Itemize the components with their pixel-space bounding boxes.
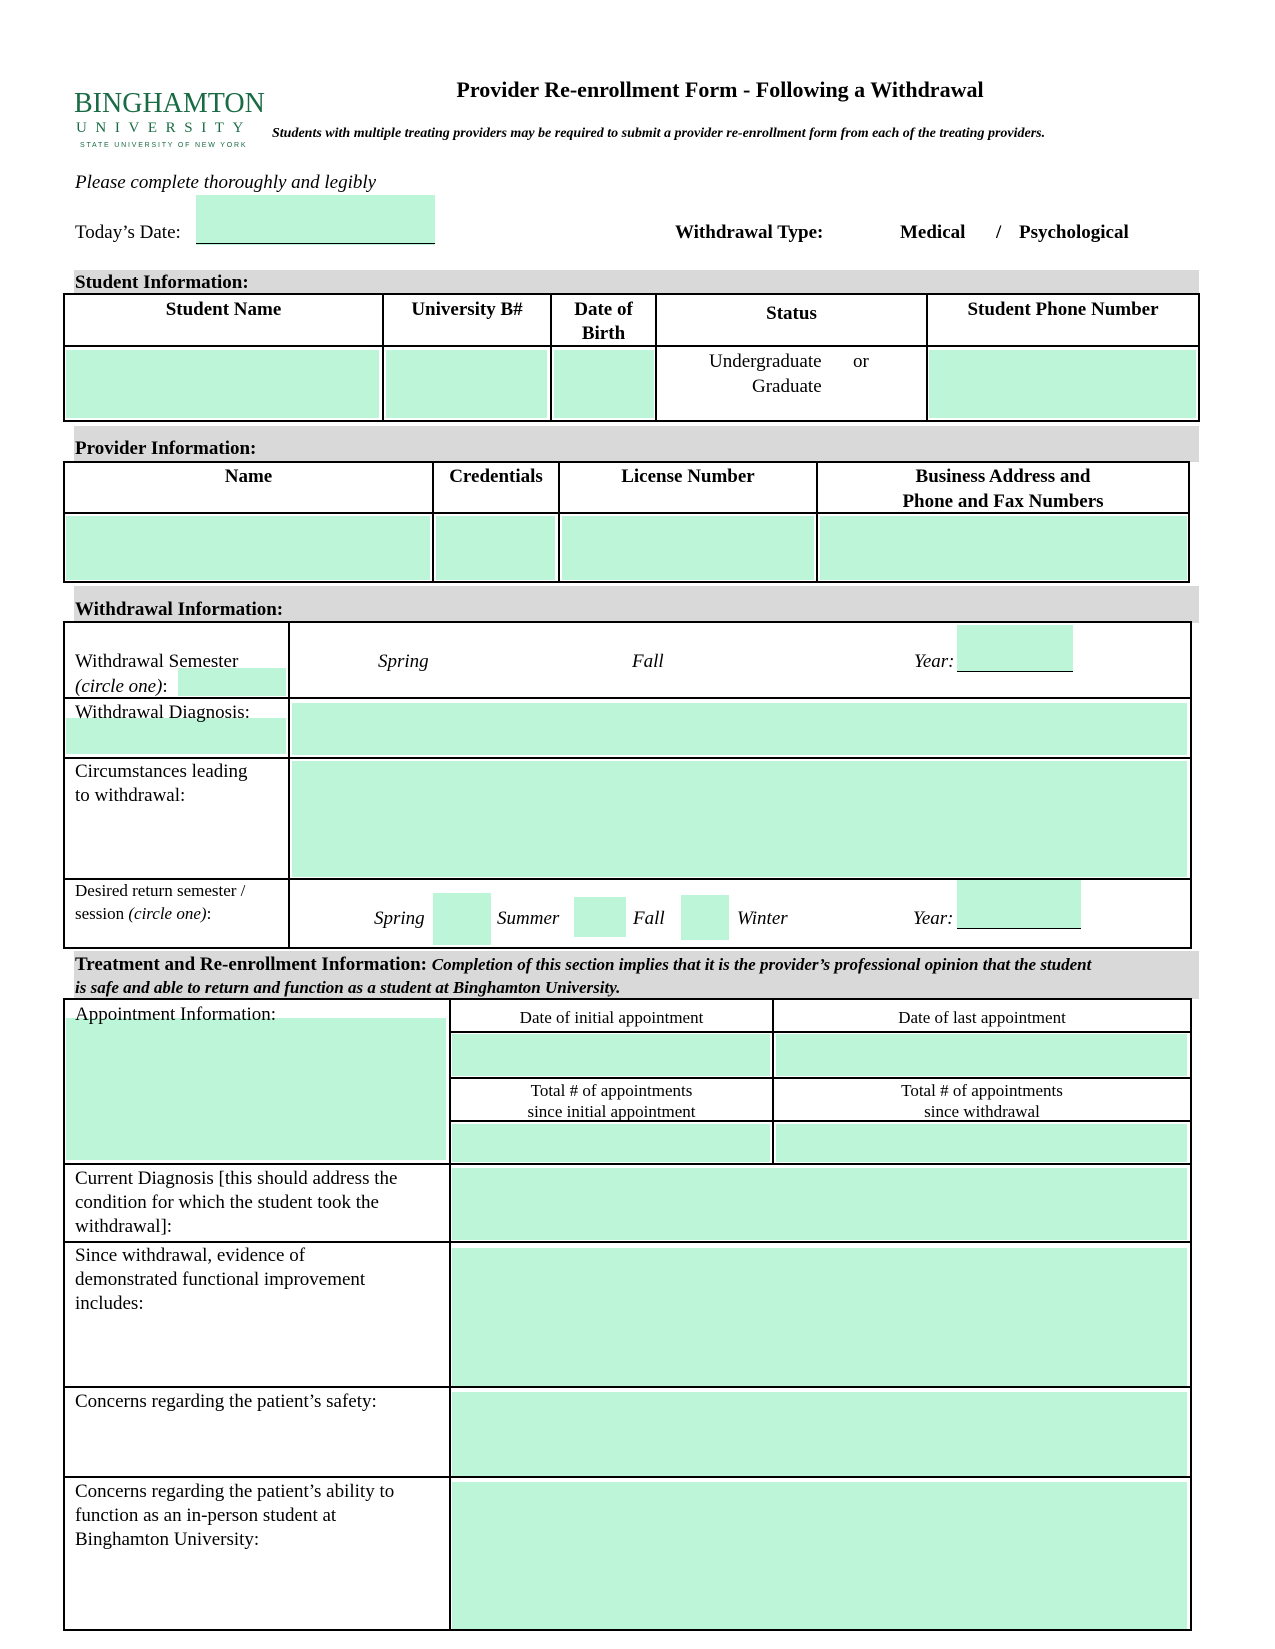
return-label-session: session [75, 904, 129, 923]
withdrawal-type-psychological[interactable]: Psychological [1019, 222, 1129, 243]
withdrawal-year-underline [957, 671, 1073, 672]
logo-name: BINGHAMTON [74, 88, 265, 119]
col-provider-name: Name [224, 466, 273, 487]
status-or: or [853, 351, 869, 372]
col-credentials: Credentials [449, 466, 543, 487]
total-since-initial-line2: since initial appointment [527, 1102, 696, 1121]
return-option-fall[interactable]: Fall [633, 908, 665, 929]
withdrawal-section-heading: Withdrawal Information: [75, 599, 284, 620]
evidence-line1: Since withdrawal, evidence of [75, 1245, 306, 1266]
col-student-phone: Student Phone Number [967, 299, 1159, 320]
evidence-line2: demonstrated functional improvement [75, 1269, 366, 1290]
todays-date-underline [196, 243, 435, 244]
ability-concerns-field[interactable] [452, 1482, 1187, 1630]
return-option-winter[interactable]: Winter [737, 908, 788, 929]
return-spring-field[interactable] [433, 893, 491, 945]
appointment-information-field[interactable] [66, 1018, 446, 1160]
license-number-field[interactable] [562, 516, 814, 580]
instructions: Please complete thoroughly and legibly [75, 172, 377, 193]
circumstances-label-line1: Circumstances leading [75, 761, 248, 782]
todays-date-label: Today’s Date: [75, 222, 181, 243]
current-diagnosis-line1: Current Diagnosis [this should address the [75, 1168, 398, 1189]
ability-concerns-line1: Concerns regarding the patient’s ability to [75, 1481, 395, 1502]
treatment-note-line1: Completion of this section implies that it is the provider’s professional opinion that the student [431, 955, 1092, 974]
logo-suny: STATE UNIVERSITY OF NEW YORK [80, 142, 248, 149]
current-diagnosis-field[interactable] [452, 1168, 1187, 1240]
business-address-field[interactable] [820, 516, 1187, 580]
col-business-address-line2: Phone and Fax Numbers [902, 491, 1104, 512]
form-subtitle: Students with multiple treating providers may be required to submit a provider re-enrollment form from each of the treating providers. [272, 126, 1046, 141]
current-diagnosis-line2: condition for which the student took the [75, 1192, 379, 1213]
withdrawal-option-spring[interactable]: Spring [378, 651, 429, 672]
last-appointment-date-field[interactable] [776, 1034, 1187, 1076]
return-label-circle: (circle one) [128, 904, 207, 923]
todays-date-field[interactable] [196, 195, 435, 245]
withdrawal-diagnosis-label: Withdrawal Diagnosis: [75, 702, 250, 723]
circumstances-label-line2: to withdrawal: [75, 785, 186, 806]
col-university-bnum: University B# [411, 299, 523, 320]
withdrawal-semester-circle: (circle one) [75, 676, 163, 697]
student-section-heading: Student Information: [75, 272, 249, 293]
appointment-information-label: Appointment Information: [75, 1004, 277, 1025]
total-since-initial-line1: Total # of appointments [530, 1081, 693, 1100]
total-since-withdrawal-line1: Total # of appointments [901, 1081, 1063, 1100]
col-dob-line2: Birth [581, 323, 626, 344]
initial-appointment-date-field[interactable] [452, 1034, 770, 1076]
col-dob-line1: Date of [574, 299, 633, 320]
total-since-initial-field[interactable] [452, 1124, 770, 1162]
return-summer-field[interactable] [574, 897, 626, 937]
col-student-name: Student Name [165, 299, 282, 320]
return-fall-field[interactable] [681, 895, 729, 940]
return-year-field[interactable] [957, 880, 1081, 928]
withdrawal-semester-colon: : [162, 676, 168, 697]
safety-concerns-field[interactable] [452, 1392, 1187, 1477]
student-name-field[interactable] [66, 350, 379, 418]
col-status: Status [766, 303, 817, 324]
col-license-number: License Number [621, 466, 755, 487]
return-label-line1: Desired return semester / [75, 881, 246, 900]
return-year-label: Year: [913, 908, 954, 929]
initial-appointment-header: Date of initial appointment [519, 1008, 704, 1027]
student-phone-field[interactable] [929, 350, 1196, 418]
return-option-spring[interactable]: Spring [374, 908, 425, 929]
treatment-note-line2: is safe and able to return and function as a student at Binghamton University. [75, 978, 621, 997]
form-title: Provider Re-enrollment Form - Following a Withdrawal [456, 77, 984, 102]
withdrawal-diagnosis-field[interactable] [292, 703, 1187, 755]
return-year-underline [957, 928, 1081, 929]
withdrawal-type-medical[interactable]: Medical [900, 222, 966, 243]
current-diagnosis-line3: withdrawal]: [75, 1216, 173, 1237]
safety-concerns-label: Concerns regarding the patient’s safety: [75, 1391, 377, 1412]
provider-section-heading: Provider Information: [75, 438, 257, 459]
ability-concerns-line2: function as an in-person student at [75, 1505, 337, 1526]
withdrawal-option-fall[interactable]: Fall [632, 651, 664, 672]
return-label-colon: : [206, 904, 212, 923]
evidence-line3: includes: [75, 1293, 144, 1314]
total-since-withdrawal-field[interactable] [776, 1124, 1187, 1162]
credentials-field[interactable] [436, 516, 555, 580]
provider-name-field[interactable] [66, 516, 430, 580]
total-since-withdrawal-line2: since withdrawal [924, 1102, 1040, 1121]
withdrawal-semester-label: Withdrawal Semester [75, 651, 239, 672]
last-appointment-header: Date of last appointment [898, 1008, 1066, 1027]
withdrawal-year-label: Year: [914, 651, 955, 672]
logo-university: UNIVERSITY [76, 120, 252, 136]
withdrawal-type-label: Withdrawal Type: [675, 222, 824, 243]
withdrawal-year-field[interactable] [957, 625, 1073, 671]
col-business-address-line1: Business Address and [915, 466, 1091, 487]
university-bnum-field[interactable] [386, 350, 547, 418]
return-option-summer[interactable]: Summer [497, 908, 560, 929]
status-graduate[interactable]: Graduate [752, 376, 822, 397]
status-undergraduate[interactable]: Undergraduate [709, 351, 822, 372]
functional-improvement-field[interactable] [452, 1248, 1187, 1388]
date-of-birth-field[interactable] [554, 350, 654, 418]
circumstances-field[interactable] [292, 761, 1187, 877]
treatment-section-heading: Treatment and Re-enrollment Information: [75, 954, 427, 975]
ability-concerns-line3: Binghamton University: [75, 1529, 260, 1550]
withdrawal-type-separator: / [996, 222, 1002, 243]
